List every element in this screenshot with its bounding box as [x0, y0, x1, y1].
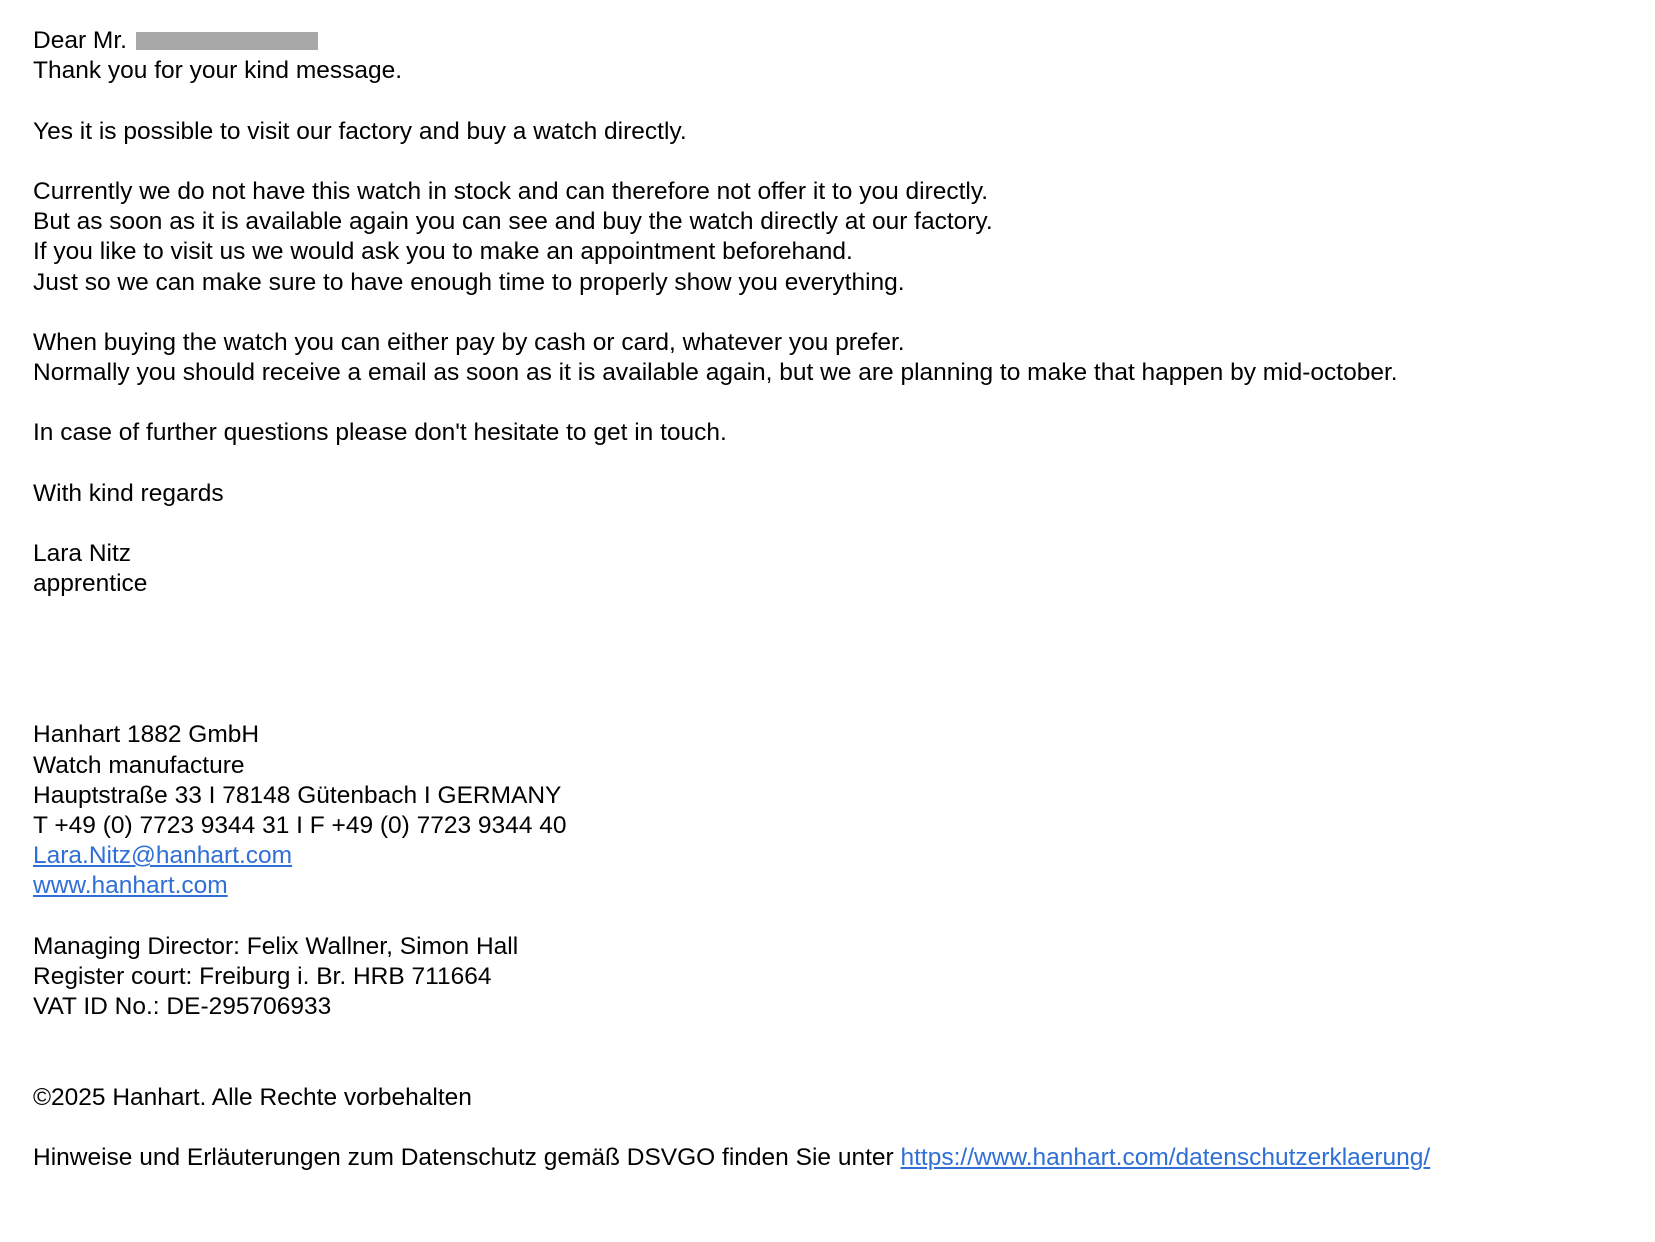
redacted-name: [136, 32, 318, 50]
paragraph-questions: In case of further questions please don't hesitate to get in touch.: [33, 419, 727, 447]
paragraph-thanks: Thank you for your kind message.: [33, 57, 403, 85]
signature-vat: VAT ID No.: DE-295706933: [33, 993, 332, 1021]
footer-privacy-line: [33, 1143, 1633, 1173]
website-link[interactable]: www.hanhart.com: [33, 872, 228, 900]
closing: With kind regards: [33, 479, 224, 507]
privacy-text: Hinweise und Erläuterungen zum Datenschutz gemäß DSVGO finden Sie unter: [33, 1144, 901, 1171]
greeting-line: [33, 26, 1633, 56]
footer-copyright: ©2025 Hanhart. Alle Rechte vorbehalten: [33, 1083, 472, 1111]
paragraph-payment-line-2: Normally you should receive a email as soon as it is available again, but we are planning to make that happen by mid-october.: [33, 359, 1398, 387]
signature-website-line: [33, 871, 1633, 901]
paragraph-visit: Yes it is possible to visit our factory and buy a watch directly.: [33, 117, 687, 145]
signature-name: Lara Nitz: [33, 540, 132, 568]
paragraph-stock-line-2: But as soon as it is available again you can see and buy the watch directly at our factory.: [33, 208, 993, 236]
email-link[interactable]: Lara.Nitz@hanhart.com: [33, 842, 293, 870]
signature-phone-fax: T +49 (0) 7723 9344 31 I F +49 (0) 7723 9344 40: [33, 811, 567, 839]
signature-tagline: Watch manufacture: [33, 751, 245, 779]
signature-email-line: [33, 841, 1633, 871]
email-body: [33, 26, 1633, 1173]
paragraph-stock-line-4: Just so we can make sure to have enough time to properly show you everything.: [33, 268, 905, 296]
signature-address: Hauptstraße 33 I 78148 Gütenbach I GERMANY: [33, 781, 562, 809]
paragraph-stock-line-1: Currently we do not have this watch in stock and can therefore not offer it to you directly.: [33, 177, 989, 205]
privacy-link[interactable]: https://www.hanhart.com/datenschutzerklaerung/: [900, 1144, 1431, 1171]
paragraph-payment-line-1: When buying the watch you can either pay by cash or card, whatever you prefer.: [33, 328, 905, 356]
signature-register: Register court: Freiburg i. Br. HRB 711664: [33, 962, 492, 990]
paragraph-stock-line-3: If you like to visit us we would ask you to make an appointment beforehand.: [33, 238, 853, 266]
signature-company: Hanhart 1882 GmbH: [33, 721, 260, 749]
greeting-prefix: Dear Mr.: [33, 27, 127, 54]
signature-role: apprentice: [33, 570, 148, 598]
signature-directors: Managing Director: Felix Wallner, Simon Hall: [33, 932, 519, 960]
